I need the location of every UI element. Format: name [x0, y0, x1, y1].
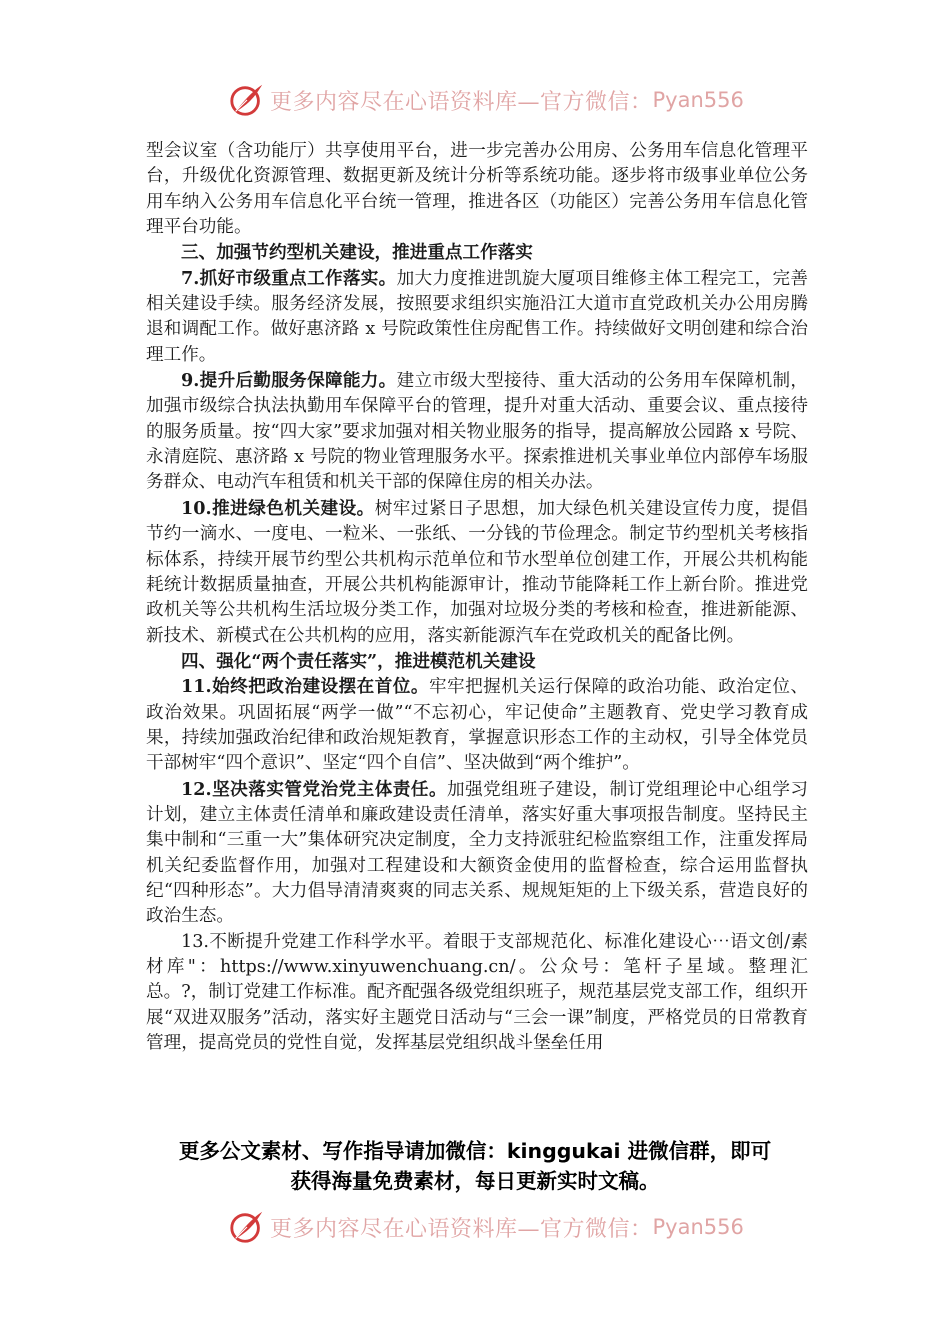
promo-banner	[130, 1136, 820, 1196]
item-9-text: 建立市级大型接待、重大活动的公务用车保障机制，加强市级综合执法执勤用车保障平台的管理，提升对重大活动、重要会议、重点接待的服务质量。按“四大家”要求加强对相关物业服务的指导，提高解放公园路 x 号院、永清庭院、惠济路 x 号院的物业管理服务水平。探索推进机关事业单位内部停车场服务群众、电动汽车租赁和机关干部的保障住房的相关办法。	[146, 371, 808, 493]
document-body	[146, 139, 808, 1056]
item-7-text: 加大力度推进凯旋大厦项目维修主体工程完工，完善相关建设手续。服务经济发展，按照要求组织实施沿江大道市直党政机关办公用房腾退和调配工作。做好惠济路 x 号院政策性住房配售工作。持续做好文明创建和综合治理工作。	[146, 268, 808, 365]
item-12-title: 12.坚决落实管党治党主体责任。	[181, 778, 448, 800]
watermark-text: 更多内容尽在心语资料库—官方微信：	[270, 89, 653, 115]
watermark-wechat-id: Pyan556	[652, 88, 744, 112]
promo-line-1: 更多公文素材、写作指导请加微信：kinggukai 进微信群，即可	[178, 1139, 772, 1163]
section-heading-4: 四、强化“两个责任落实”，推进模范机关建设	[181, 650, 536, 672]
header-watermark	[228, 80, 744, 120]
footer-watermark	[228, 1207, 744, 1247]
watermark-text: 更多内容尽在心语资料库—官方微信：	[270, 1216, 653, 1242]
feather-pen-logo-icon	[228, 1208, 266, 1246]
paragraph-continuation: 型会议室（含功能厅）共享使用平台，进一步完善办公用房、公务用车信息化管理平台，升级优化资源管理、数据更新及统计分析等系统功能。逐步将市级事业单位公务用车纳入公务用车信息化平台统一管理，推进各区（功能区）完善公务用车信息化管理平台功能。	[146, 141, 808, 238]
item-10-title: 10.推进绿色机关建设。	[181, 497, 375, 519]
feather-pen-logo-icon	[228, 81, 266, 119]
item-11-title: 11.始终把政治建设摆在首位。	[181, 676, 429, 698]
item-11-text: 牢牢把握机关运行保障的政治功能、政治定位、政治效果。巩固拓展“两学一做”“不忘初心，牢记使命”主题教育、党史学习教育成果，持续加强政治纪律和政治规矩教育，掌握意识形态工作的主动权，引导全体党员干部树牢“四个意识”、坚定“四个自信”、坚决做到“两个维护”。	[146, 677, 808, 774]
item-12-text: 加强党组班子建设，制订党组理论中心组学习计划，建立主体责任清单和廉政建设责任清单，落实好重大事项报告制度。坚持民主集中制和“三重一大”集体研究决定制度，全力支持派驻纪检监察组工作，注重发挥局机关纪委监督作用，加强对工程建设和大额资金使用的监督检查，综合运用监督执纪“四种形态”。大力倡导清清爽爽的同志关系、规规矩矩的上下级关系，营造良好的政治生态。	[146, 779, 808, 927]
item-12	[146, 777, 808, 930]
item-9	[146, 368, 808, 496]
watermark-wechat-id: Pyan556	[652, 1215, 744, 1239]
item-11	[146, 674, 808, 776]
item-10	[146, 496, 808, 649]
item-9-title: 9.提升后勤服务保障能力。	[181, 370, 397, 392]
item-13: 13.不断提升党建工作科学水平。着眼于支部规范化、标准化建设心⋯语文创/素材库"：https://www.xinyuwenchuang.cn/。公众号：笔杆子星域。整理汇总。?，制订党建工作标准。配齐配强各级党组织班子，规范基层党支部工作，组织开展“双进双服务”活动，落实好主题党日活动与“三会一课”制度，严格党员的日常教育管理，提高党员的党性自觉，发挥基层党组织战斗堡垒任用	[146, 931, 808, 1054]
item-7	[146, 266, 808, 368]
item-10-text: 树牢过紧日子思想，加大绿色机关建设宣传力度，提倡节约一滴水、一度电、一粒米、一张纸、一分钱的节俭理念。制定节约型机关考核指标体系，持续开展节约型公共机构示范单位和节水型单位创建工作，开展公共机构能耗统计数据质量抽查，开展公共机构能源审计，推动节能降耗工作上新台阶。推进党政机关等公共机构生活垃圾分类工作，加强对垃圾分类的考核和检查，推进新能源、新技术、新模式在公共机构的应用，落实新能源汽车在党政机关的配备比例。	[146, 498, 808, 646]
promo-line-2: 获得海量免费素材，每日更新实时文稿。	[290, 1169, 660, 1193]
item-7-title: 7.抓好市级重点工作落实。	[181, 267, 397, 289]
section-heading-3: 三、加强节约型机关建设，推进重点工作落实	[181, 242, 533, 264]
